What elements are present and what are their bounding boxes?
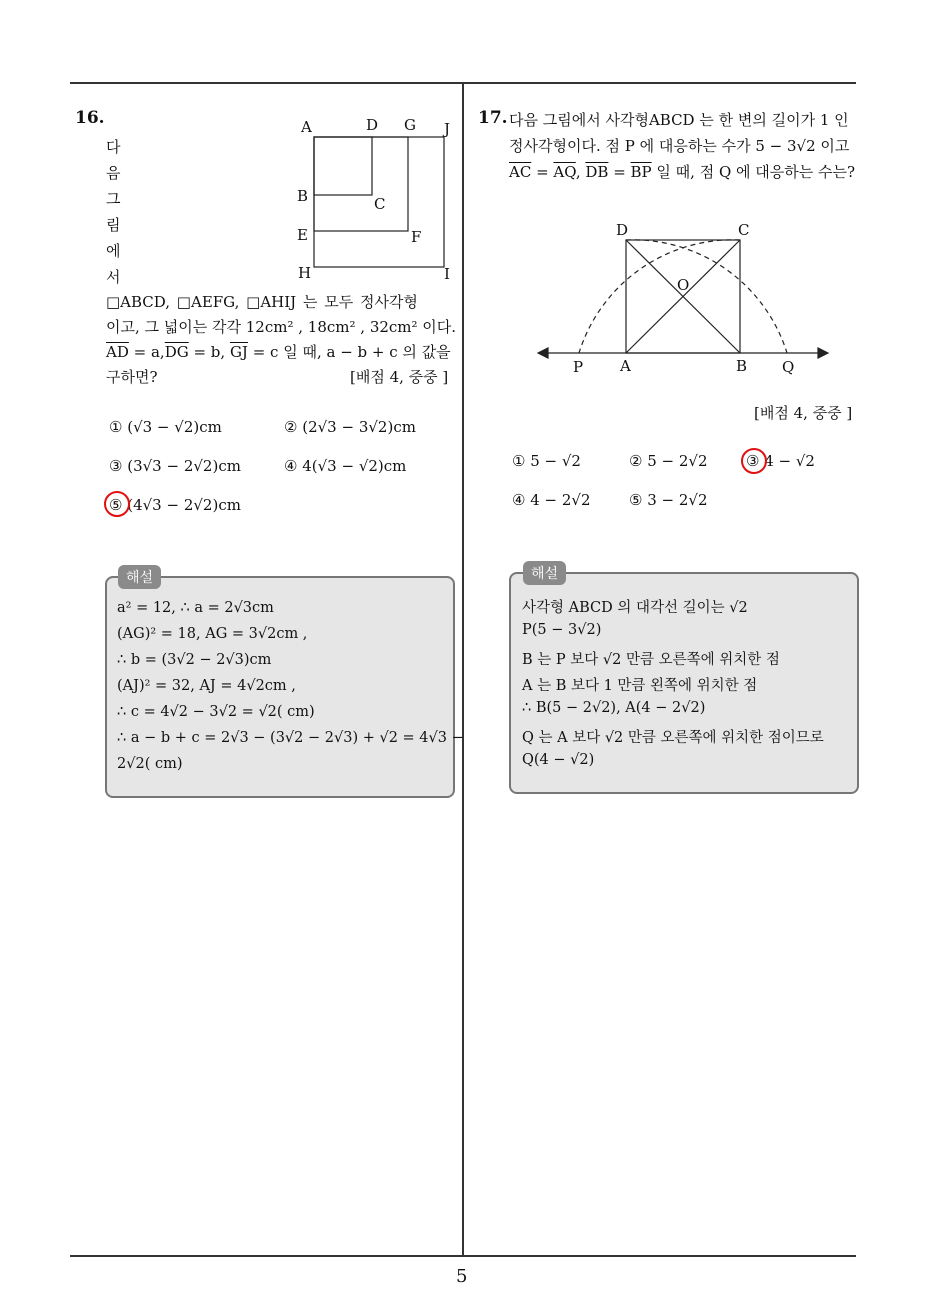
q16-solution-line: (AJ)² = 32, AJ = 4√2cm , <box>117 678 296 694</box>
segment-dg: $\overline{DG}$ <box>164 343 189 361</box>
q16-choice-5[interactable]: ⑤ (4√3 − 2√2)cm <box>109 496 241 514</box>
q16-text-line4: 구하면? <box>106 368 158 386</box>
label-b: B <box>297 187 309 205</box>
segment-db: $\overline{DB}$ <box>585 163 609 181</box>
q16-number: 16. <box>75 108 105 128</box>
bottom-rule <box>70 1255 856 1257</box>
q17-line3-part: = <box>608 163 631 181</box>
q16-line3-part: = a, <box>128 343 165 361</box>
segment-aq: $\overline{AQ}$ <box>553 163 576 181</box>
segment-ac: $\overline{AC}$ <box>509 163 532 181</box>
q17-text-line3 <box>509 161 855 182</box>
q16-solution-line: 2√2( cm) <box>117 756 183 772</box>
q16-text-line1: □ABCD, □AEFG, □AHIJ 는 모두 정사각형 <box>106 293 418 311</box>
q17-number: 17. <box>478 108 508 128</box>
q17-solution-line: A 는 B 보다 1 만큼 왼쪽에 위치한 점 <box>522 678 758 694</box>
q16-vchar: 서 <box>106 268 121 286</box>
q17-solution-line: B 는 P 보다 √2 만큼 오른쪽에 위치한 점 <box>522 652 780 668</box>
q16-vchar: 다 <box>106 138 121 156</box>
q16-solution-line: ∴ c = 4√2 − 3√2 = √2( cm) <box>117 704 315 720</box>
q17-solution-line: ∴ B(5 − 2√2), A(4 − 2√2) <box>522 700 706 716</box>
label-i: I <box>444 265 450 283</box>
square-aefg <box>314 137 408 231</box>
q17-line3-part: 일 때, 점 Q 에 대응하는 수는? <box>651 163 856 181</box>
q16-vchar: 그 <box>106 190 121 208</box>
label-d: D <box>366 116 379 134</box>
q16-vchar: 림 <box>106 216 121 234</box>
q16-answer-mark <box>104 491 130 517</box>
label-j: J <box>444 120 451 138</box>
q16-choice-3[interactable]: ③ (3√3 − 2√2)cm <box>109 457 241 475</box>
q17-line3-part: , <box>575 163 586 181</box>
arc-to-p <box>579 240 740 353</box>
q16-solution-line: ∴ b = (3√2 − 2√3)cm <box>117 652 272 668</box>
q16-choice-1[interactable]: ① (√3 − √2)cm <box>109 418 222 436</box>
segment-ad: $\overline{AD}$ <box>106 343 129 361</box>
q17-choice-4[interactable]: ④ 4 − 2√2 <box>512 491 591 509</box>
q16-choice-2[interactable]: ② (2√3 − 3√2)cm <box>284 418 416 436</box>
q16-vchar: 에 <box>106 242 121 260</box>
label-p: P <box>573 358 584 376</box>
page-number: 5 <box>456 1266 468 1287</box>
label-e: E <box>297 226 308 244</box>
segment-gj: $\overline{GJ}$ <box>229 343 248 361</box>
label-d: D <box>616 221 629 239</box>
label-q: Q <box>782 358 795 376</box>
label-a: A <box>301 118 312 136</box>
q17-choice-5[interactable]: ⑤ 3 − 2√2 <box>629 491 708 509</box>
q16-solution-line: (AG)² = 18, AG = 3√2cm , <box>117 626 308 642</box>
q16-text-line3 <box>106 341 451 362</box>
q17-text-line1: 다음 그림에서 사각형ABCD 는 한 변의 길이가 1 인 <box>509 111 849 129</box>
label-c: C <box>374 195 386 213</box>
q17-solution-line: Q(4 − √2) <box>522 752 595 768</box>
segment-bp: $\overline{BP}$ <box>630 163 652 181</box>
q17-solution-line: 사각형 ABCD 의 대각선 길이는 √2 <box>522 600 748 616</box>
q17-choice-2[interactable]: ② 5 − 2√2 <box>629 452 708 470</box>
label-o: O <box>677 276 690 294</box>
q17-number-line-figure <box>530 215 840 380</box>
arrow-right <box>818 348 828 358</box>
label-h: H <box>298 264 312 282</box>
q16-line3-part: = b, <box>188 343 230 361</box>
q17-line3-part: = <box>531 163 554 181</box>
arrow-left <box>538 348 548 358</box>
q17-text-line2: 정사각형이다. 점 P 에 대응하는 수가 5 − 3√2 이고 <box>509 137 850 155</box>
q17-choice-1[interactable]: ① 5 − √2 <box>512 452 581 470</box>
arc-to-q <box>626 240 787 353</box>
q16-line3-part: = c 일 때, a − b + c 의 값을 <box>247 343 451 361</box>
q17-choice-3[interactable]: ③ 4 − √2 <box>746 452 815 470</box>
q16-vchar: 음 <box>106 164 121 182</box>
q16-text-line2: 이고, 그 넓이는 각각 12cm² , 18cm² , 32cm² 이다. <box>106 318 457 336</box>
q17-score: [배점 4, 중중 ] <box>754 404 853 422</box>
q16-solution-line: ∴ a − b + c = 2√3 − (3√2 − 2√3) + √2 = 4√3 − <box>117 730 464 746</box>
label-g: G <box>404 116 416 134</box>
label-b: B <box>736 357 748 375</box>
q16-solution-tag: 해설 <box>118 565 161 589</box>
q16-solution-line: a² = 12, ∴ a = 2√3cm <box>117 600 274 616</box>
label-a: A <box>620 357 631 375</box>
q16-choice-4[interactable]: ④ 4(√3 − √2)cm <box>284 457 407 475</box>
q17-solution-line: P(5 − 3√2) <box>522 622 602 638</box>
column-divider <box>462 84 464 1256</box>
square-abcd <box>314 137 372 195</box>
q16-squares-figure <box>290 112 462 284</box>
label-c: C <box>738 221 750 239</box>
q17-solution-line: Q 는 A 보다 √2 만큼 오른쪽에 위치한 점이므로 <box>522 730 824 746</box>
q16-score: [배점 4, 중중 ] <box>350 368 449 386</box>
label-f: F <box>411 228 422 246</box>
q17-answer-mark <box>741 448 767 474</box>
q17-solution-tag: 해설 <box>523 561 566 585</box>
